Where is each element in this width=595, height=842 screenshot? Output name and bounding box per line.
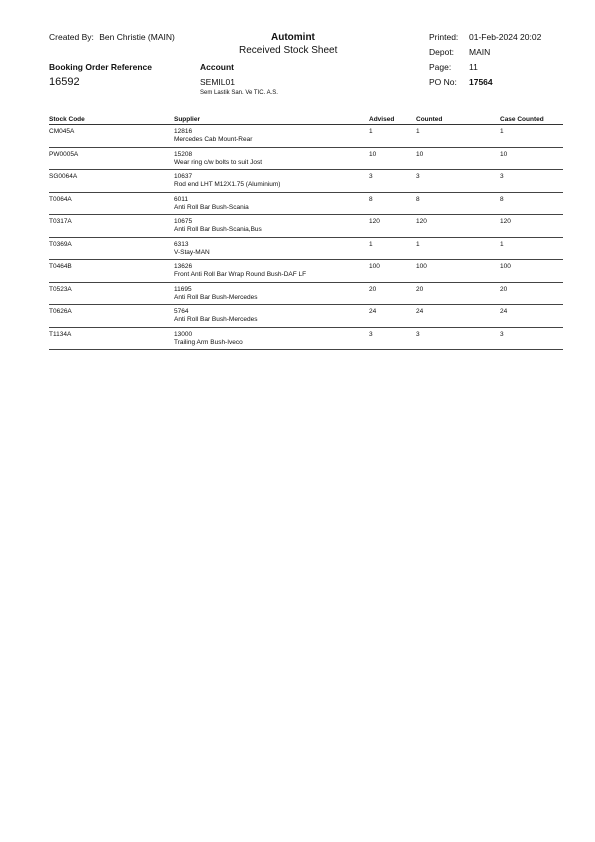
table-row — [49, 192, 563, 215]
cell-advised: 24 — [369, 305, 416, 328]
cell-supplier — [174, 260, 369, 283]
cell-advised: 20 — [369, 282, 416, 305]
depot-value: MAIN — [469, 47, 491, 57]
cell-stock-code: T0464B — [49, 260, 174, 283]
cell-supplier — [174, 215, 369, 238]
table-header-row — [49, 113, 563, 125]
cell-case-counted: 10 — [500, 147, 563, 170]
created-by — [49, 32, 175, 42]
item-description: Anti Roll Bar Bush-Scania — [174, 203, 249, 211]
supplier-code: 12816 — [174, 128, 193, 135]
supplier-code: 11695 — [174, 285, 192, 293]
company-name: Automint — [271, 32, 315, 43]
table-row — [49, 282, 563, 305]
cell-stock-code: T0317A — [49, 215, 174, 238]
cell-counted: 1 — [416, 125, 500, 148]
account-code: SEMIL01 — [200, 77, 235, 87]
cell-counted: 120 — [416, 215, 500, 238]
page-label: Page: — [429, 62, 452, 72]
cell-supplier — [174, 327, 369, 350]
cell-case-counted: 120 — [500, 215, 563, 238]
sheet-title: Received Stock Sheet — [239, 45, 338, 56]
item-description: Trailing Arm Bush-Iveco — [174, 338, 243, 346]
cell-case-counted: 1 — [500, 125, 563, 148]
cell-advised: 1 — [369, 237, 416, 260]
table-row — [49, 147, 563, 170]
column-header-counted: Counted — [416, 113, 500, 125]
table-row — [49, 305, 563, 328]
created-by-value: Ben Christie (MAIN) — [99, 32, 175, 42]
supplier-code: 15208 — [174, 150, 193, 158]
supplier-code: 13626 — [174, 263, 193, 270]
cell-counted: 24 — [416, 305, 500, 328]
account-name: Sem Lastik San. Ve TIC. A.S. — [200, 90, 278, 96]
column-header-supplier: Supplier — [174, 113, 369, 125]
table-row — [49, 237, 563, 260]
cell-case-counted: 3 — [500, 170, 563, 193]
item-description: Anti Roll Bar Bush-Mercedes — [174, 316, 258, 323]
cell-supplier — [174, 125, 369, 148]
cell-counted: 100 — [416, 260, 500, 283]
item-description: Anti Roll Bar Bush-Scania,Bus — [174, 226, 262, 233]
cell-stock-code: T0626A — [49, 305, 174, 328]
cell-advised: 3 — [369, 327, 416, 350]
created-by-label: Created By: — [49, 32, 94, 42]
item-description: Anti Roll Bar Bush-Mercedes — [174, 293, 258, 301]
table-row — [49, 215, 563, 238]
booking-ref-value: 16592 — [49, 76, 80, 88]
cell-stock-code: CM045A — [49, 125, 174, 148]
cell-stock-code: T0523A — [49, 282, 174, 305]
page-value: 11 — [469, 62, 478, 72]
cell-counted: 20 — [416, 282, 500, 305]
cell-counted: 1 — [416, 237, 500, 260]
supplier-code: 5764 — [174, 308, 189, 315]
cell-case-counted: 24 — [500, 305, 563, 328]
supplier-code: 13000 — [174, 330, 193, 338]
cell-counted: 10 — [416, 147, 500, 170]
table-row — [49, 260, 563, 283]
printed-value: 01-Feb-2024 20:02 — [469, 32, 542, 42]
depot-label: Depot: — [429, 47, 455, 57]
item-description: Wear ring c/w bolts to suit Jost — [174, 158, 263, 166]
supplier-code: 6313 — [174, 240, 189, 248]
table-row — [49, 125, 563, 148]
cell-supplier — [174, 170, 369, 193]
cell-advised: 1 — [369, 125, 416, 148]
cell-supplier — [174, 147, 369, 170]
column-header-case-counted: Case Counted — [500, 113, 563, 125]
cell-stock-code: SG0064A — [49, 170, 174, 193]
cell-case-counted: 3 — [500, 327, 563, 350]
supplier-code: 10637 — [174, 173, 193, 180]
cell-case-counted: 100 — [500, 260, 563, 283]
supplier-code: 10675 — [174, 218, 193, 225]
cell-supplier — [174, 237, 369, 260]
cell-advised: 120 — [369, 215, 416, 238]
cell-counted: 8 — [416, 192, 500, 215]
item-description: V-Stay-MAN — [174, 248, 210, 256]
cell-supplier — [174, 282, 369, 305]
column-header-advised: Advised — [369, 113, 416, 125]
cell-case-counted: 8 — [500, 192, 563, 215]
supplier-code: 6011 — [174, 195, 188, 203]
table-row — [49, 170, 563, 193]
item-description: Rod end LHT M12X1.75 (Aluminium) — [174, 181, 281, 188]
printed-label: Printed: — [429, 32, 459, 42]
cell-counted: 3 — [416, 170, 500, 193]
booking-ref-label: Booking Order Reference — [49, 62, 152, 72]
cell-supplier — [174, 192, 369, 215]
cell-case-counted: 20 — [500, 282, 563, 305]
cell-advised: 10 — [369, 147, 416, 170]
cell-advised: 8 — [369, 192, 416, 215]
cell-stock-code: T0064A — [49, 192, 174, 215]
po-label: PO No: — [429, 77, 457, 87]
cell-stock-code: PW0005A — [49, 147, 174, 170]
column-header-stock-code: Stock Code — [49, 113, 174, 125]
cell-case-counted: 1 — [500, 237, 563, 260]
cell-advised: 100 — [369, 260, 416, 283]
cell-advised: 3 — [369, 170, 416, 193]
item-description: Mercedes Cab Mount-Rear — [174, 136, 253, 143]
item-description: Front Anti Roll Bar Wrap Round Bush-DAF LF — [174, 271, 307, 278]
cell-stock-code: T0369A — [49, 237, 174, 260]
table-row — [49, 327, 563, 350]
cell-counted: 3 — [416, 327, 500, 350]
account-label: Account — [200, 62, 234, 72]
po-value: 17564 — [469, 77, 493, 87]
cell-supplier — [174, 305, 369, 328]
cell-stock-code: T1134A — [49, 327, 174, 350]
stock-table — [49, 113, 563, 350]
